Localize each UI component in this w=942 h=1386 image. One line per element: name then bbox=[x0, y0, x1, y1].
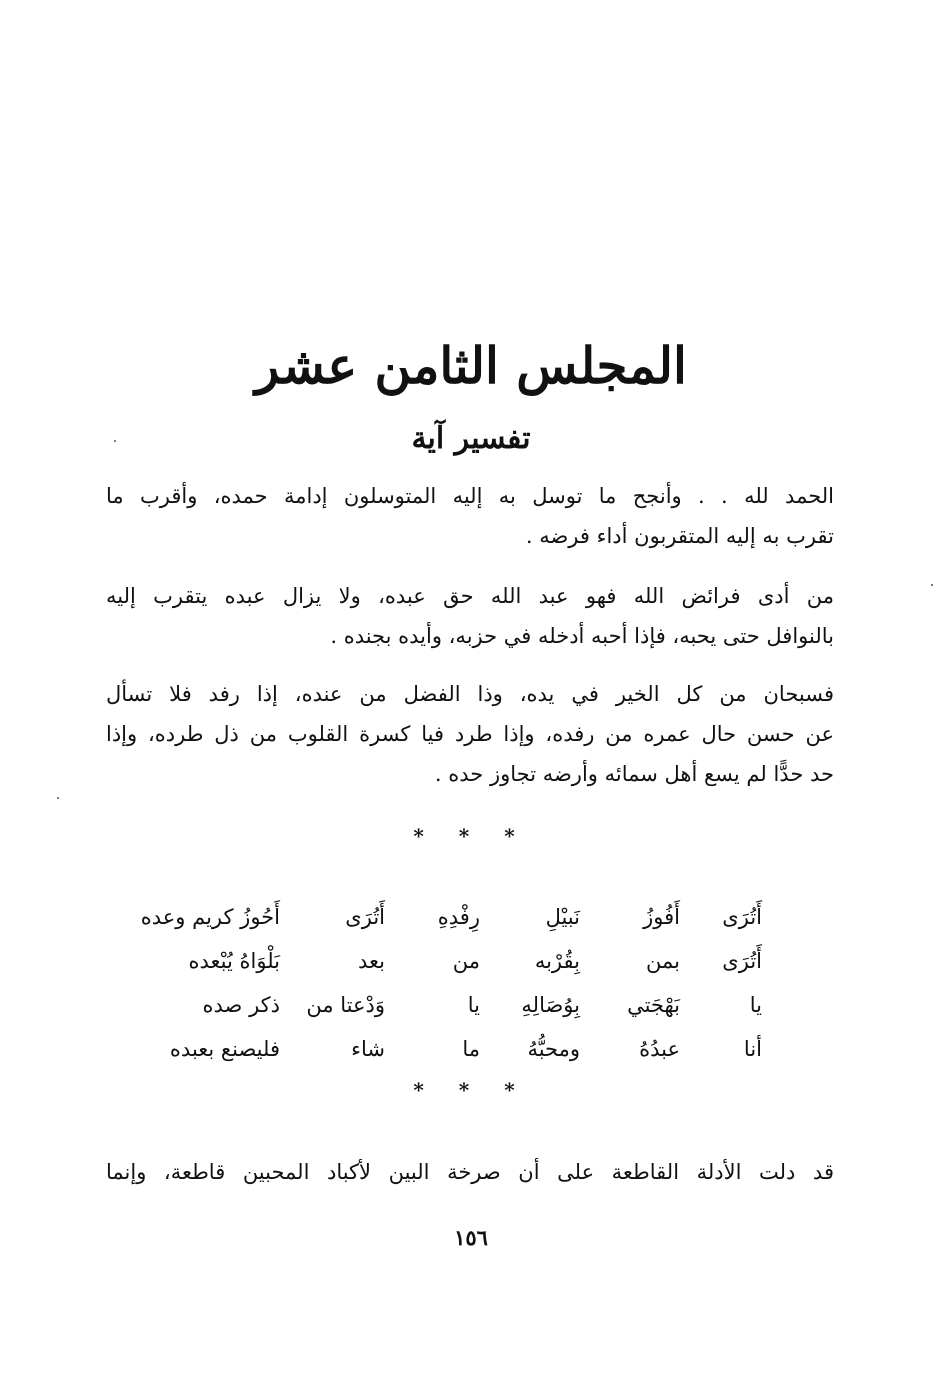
paragraph-line: بالنوافل حتى يحبه، فإذا أحبه أدخله في حزبه، وأيده بجنده . bbox=[330, 624, 834, 648]
poem-word: فليصنع بعبده bbox=[169, 1037, 280, 1061]
paragraph-line: عن حسن حال عمره من رفده، وإذا طرد فيا كسرة القلوب من ذل طرده، وإذا bbox=[106, 722, 834, 746]
poem-word: أَتُرَى bbox=[345, 905, 385, 929]
poem-word: وَدْعتا من bbox=[306, 993, 385, 1017]
poem-word: من bbox=[452, 949, 480, 973]
paragraph-line: من أدى فرائض الله فهو عبد الله حق عبده، ولا يزال عبده يتقرب إليه bbox=[106, 584, 834, 608]
poem-word: بَهْجَتي bbox=[627, 993, 680, 1017]
poem-word: بِقُرْبه bbox=[534, 949, 580, 973]
poem-word: يا bbox=[467, 993, 480, 1017]
poem-word: ذكر صده bbox=[202, 993, 280, 1017]
poem-word: ما bbox=[462, 1037, 480, 1061]
section-subtitle: تفسير آية bbox=[411, 421, 531, 456]
paragraph-3 bbox=[106, 674, 834, 794]
poem-word: شاء bbox=[351, 1037, 385, 1061]
paragraph-line: فسبحان من كل الخير في يده، وذا الفضل من عنده، إذا رفد فلا تسأل bbox=[106, 682, 834, 706]
paragraph-line: قد دلت الأدلة القاطعة على أن صرخة البين لأكباد المحبين قاطعة، وإنما bbox=[106, 1160, 834, 1184]
section-divider: * * * bbox=[413, 1078, 529, 1102]
chapter-title: المجلس الثامن عشر bbox=[255, 336, 687, 395]
poem-word: ومحبُّهُ bbox=[527, 1037, 580, 1061]
scan-speck bbox=[931, 584, 933, 586]
paragraph-line: الحمد لله . . وأنجح ما توسل به إليه المتوسلون إدامة حمده، وأقرب ما bbox=[106, 484, 834, 508]
poem-word: أَتُرَى bbox=[722, 949, 762, 973]
paragraph-2 bbox=[106, 576, 834, 656]
paragraph-1 bbox=[106, 476, 834, 556]
poem-word: أَحُوزُ كريم وعده bbox=[140, 905, 280, 929]
paragraph-line: حد حدًّا لم يسع أهل سمائه وأرضه تجاوز حده . bbox=[434, 762, 834, 786]
closing-paragraph bbox=[106, 1152, 834, 1192]
poem-word: بمن bbox=[646, 949, 680, 973]
poem-word: أَفُوزُ bbox=[643, 905, 680, 929]
poem-word: عبدُهُ bbox=[639, 1037, 680, 1061]
poem-verse bbox=[170, 939, 770, 983]
poem-word: بعد bbox=[358, 949, 385, 973]
paragraph-line: تقرب به إليه المتقربون أداء فرضه . bbox=[525, 524, 834, 548]
poem-word: رِفْدِهِ bbox=[437, 905, 480, 929]
poem-word: أنا bbox=[743, 1037, 762, 1061]
poem-word: بَلْوَاهُ يُبْعده bbox=[188, 949, 280, 973]
page-number: ١٥٦ bbox=[454, 1225, 488, 1250]
scan-speck bbox=[114, 440, 116, 442]
poem-word: أَتُرَى bbox=[722, 905, 762, 929]
poem-verse bbox=[170, 983, 770, 1027]
poem-word: يا bbox=[749, 993, 762, 1017]
poem-word: نَبيْلِ bbox=[545, 905, 580, 929]
poem-verse bbox=[170, 1027, 770, 1071]
poem-verse bbox=[140, 895, 770, 939]
section-divider: * * * bbox=[413, 824, 529, 848]
poem bbox=[140, 895, 770, 1071]
poem-word: بِوُصَالِهِ bbox=[521, 993, 580, 1017]
scan-speck bbox=[57, 797, 59, 799]
